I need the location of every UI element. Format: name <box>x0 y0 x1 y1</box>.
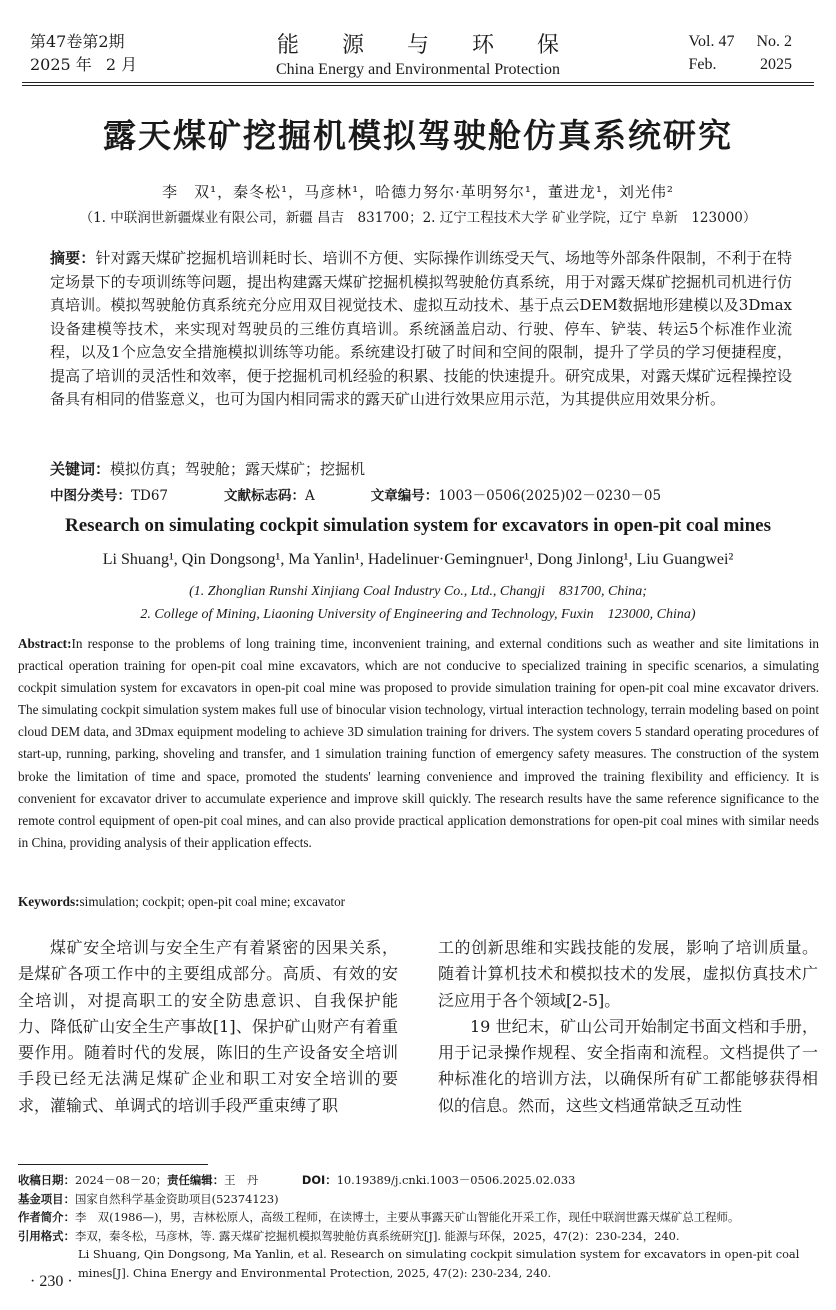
body-paragraph: 煤矿安全培训与安全生产有着紧密的因果关系，是煤矿各项工作中的主要组成部分。高质、有效的安全培训，对提高职工的安全防患意识、自我保护能力、降低矿山安全生产事故[1]、保护矿山财产有着重要作用。随着时代的发展，陈旧的生产设备安全培训手段已经无法满足煤矿企业和职工对安全培训的要求，灌输式、单调式的培训手段严重束缚了职 <box>18 938 398 1115</box>
footnote-rule <box>18 1164 208 1165</box>
header-rule <box>22 82 814 83</box>
author-label: 作者简介： <box>18 1210 75 1224</box>
artno-label: 文章编号： <box>370 488 439 504</box>
body-paragraph: 19 世纪末，矿山公司开始制定书面文档和手册，用于记录操作规程、安全指南和流程。文档提供了一种标准化的培训方法，以确保所有矿工都能够获得相似的信息。然而，这些文档通常缺乏互动性 <box>438 1016 818 1115</box>
vol-en: Vol. 47 <box>688 33 735 50</box>
author-value: 李 双(1986—)，男，吉林松原人，高级工程师，在读博士，主要从事露天矿山智能化开采工作，现任中联润世露天煤矿总工程师。 <box>74 1210 740 1224</box>
journal-name-cn: 能 源 与 环 保 <box>277 33 577 58</box>
keywords-cn-text: 模拟仿真；驾驶舱；露天煤矿；挖掘机 <box>110 460 366 478</box>
keywords-en <box>18 894 345 910</box>
abstract-en-label: Abstract: <box>18 636 72 651</box>
header-rule-double <box>22 85 814 86</box>
footnote-author <box>18 1208 819 1227</box>
keywords-en-text: simulation; cockpit; open-pit coal mine; excavator <box>79 894 346 909</box>
fund-value: 国家自然科学基金资助项目(52374123) <box>74 1191 279 1206</box>
footnote-citation-en: Li Shuang, Qin Dongsong, Ma Yanlin, et al. Research on simulating cockpit simulation system for excavators in open-pit coal mines[J]. China Energy and Environmental Protection, 2025, 47(2): 230-234, 240. <box>78 1247 800 1280</box>
artno-value: 1003－0506(2025)02－0230－05 <box>438 488 662 504</box>
article-title-en: Research on simulating cockpit simulation system for excavators in open-pit coal mines <box>65 515 771 536</box>
abstract-cn-label: 摘要： <box>50 249 96 267</box>
doi-value: 10.19389/j.cnki.1003－0506.2025.02.033 <box>336 1173 576 1187</box>
affiliations-cn: （1. 中联润世新疆煤业有限公司，新疆 昌吉 831700；2. 辽宁工程技术大学 矿业学院，辽宁 阜新 123000） <box>79 210 757 226</box>
month-cn: 2 月 <box>105 55 138 74</box>
footnotes <box>18 1171 819 1282</box>
doccode-value: A <box>305 488 315 504</box>
header-volume-en <box>689 30 793 76</box>
abstract-cn <box>50 247 792 412</box>
page-number: · 230 · <box>30 1273 73 1290</box>
year-cn: 2025 年 <box>30 55 92 74</box>
footnote-fund <box>18 1190 819 1209</box>
clc <box>50 484 168 504</box>
journal-name-en: China Energy and Environmental Protection <box>275 61 561 78</box>
keywords-cn-label: 关键词： <box>50 460 111 478</box>
clc-label: 中图分类号： <box>50 488 131 504</box>
cite-cn: 李双，秦冬松，马彦林，等. 露天煤矿挖掘机模拟驾驶舱仿真系统研究[J]. 能源与环保，2025，47(2)：230-234，240. <box>74 1228 680 1243</box>
authors-en: Li Shuang¹, Qin Dongsong¹, Ma Yanlin¹, Hadelinuer·Gemingnuer¹, Dong Jinlong¹, Liu Guangwei² <box>102 551 734 568</box>
affiliation-en-2: 2. College of Mining, Liaoning University of Engineering and Technology, Fuxin 123000, China) <box>140 607 696 622</box>
doccode <box>224 484 315 504</box>
body-paragraph: 工的创新思维和实践技能的发展，影响了培训质量。随着计算机技术和模拟技术的发展，虚拟仿真技术广泛应用于各个领域[2-5]。 <box>438 938 818 1010</box>
year-en: 2025 <box>760 56 792 73</box>
abstract-en <box>18 633 819 854</box>
article-title-cn: 露天煤矿挖掘机模拟驾驶舱仿真系统研究 <box>103 116 733 155</box>
fund-label: 基金项目： <box>18 1191 75 1206</box>
received-value: 2024－08－20； <box>74 1173 168 1187</box>
footnote-citation <box>18 1227 819 1246</box>
keywords-cn <box>50 458 365 479</box>
abstract-cn-text: 针对露天煤矿挖掘机培训耗时长、培训不方便、实际操作训练受天气、场地等外部条件限制，不利于在特定场景下的专项训练等问题，提出构建露天煤矿挖掘机模拟驾驶舱仿真系统，用于对露天煤矿挖掘机司机进行仿真培训。模拟驾驶舱仿真系统充分应用双目视觉技术、虚拟互动技术、基于点云DEM数据地形建模以及3Dmax设备建模等技术，来实现对驾驶员的三维仿真培训。系统涵盖启动、行驶、停车、铲装、转运5个标准作业流程，以及1个应急安全措施模拟训练等功能。系统建设打破了时间和空间的限制，提升了学员的学习便捷程度，提高了培训的灵活性和效率，便于挖掘机司机经验的积累、技能的快速提升。研究成果，对露天煤矿远程操控设备具有相同的借鉴意义，也可为国内相同需求的露天矿山进行效果应用示范，为其提供应用效果分析。 <box>50 249 792 408</box>
authors-cn: 李 双¹，秦冬松¹，马彦林¹，哈德力努尔·革明努尔¹，董进龙¹，刘光伟² <box>162 183 674 201</box>
doi-label: DOI： <box>301 1173 337 1187</box>
classification-line <box>50 484 661 504</box>
editor-value: 王 丹 <box>224 1173 259 1187</box>
footnote-received <box>18 1171 819 1190</box>
abstract-en-text: In response to the problems of long training time, inconvenient training, and external conditions such as weather and site limitations in practical operation training for open-pit coal mine excavators, which are not conducive to specialized training in specific scenarios, a simulating cockpit simulation system for excavators in open-pit coal mine was proposed to provide simulation training for open-pit coal mine excavator drivers. The simulating cockpit simulation system makes full use of binocular vision technology, virtual interaction technology, terrain modeling based on point cloud DEM data, and 3Dmax equipment modeling to achieve 3D simulation training for drivers. The system covers 5 standard operating procedures of start-up, running, parking, shoveling and transfer, and 1 simulation training function of emergency safety measures. The construction of the system broke the limitation of time and space, promoted the students' learning convenience and improved the training flexibility and efficiency. It is convenient for excavator driver to accumulate experience and improve skill quickly. The research results have the same reference significance to the remote control equipment of open-pit coal mines, and can also provide practical application demonstrations for open-pit coal mines with similar needs in China, providing analysis of their application effects. <box>18 636 819 850</box>
editor-label: 责任编辑： <box>167 1173 225 1187</box>
body-column-left <box>18 935 398 1119</box>
clc-value: TD67 <box>131 488 169 504</box>
article-number <box>371 484 661 504</box>
volume-issue-cn: 第47卷第2期 <box>30 32 125 51</box>
cite-label: 引用格式： <box>18 1228 75 1243</box>
month-en: Feb. <box>688 56 717 73</box>
keywords-en-label: Keywords: <box>18 894 80 909</box>
received-label: 收稿日期： <box>18 1173 75 1187</box>
body-column-right <box>438 935 818 1119</box>
no-en: No. 2 <box>756 33 792 50</box>
affiliation-en-1: (1. Zhonglian Runshi Xinjiang Coal Industry Co., Ltd., Changji 831700, China; <box>189 584 647 599</box>
doccode-label: 文献标志码： <box>224 488 306 504</box>
